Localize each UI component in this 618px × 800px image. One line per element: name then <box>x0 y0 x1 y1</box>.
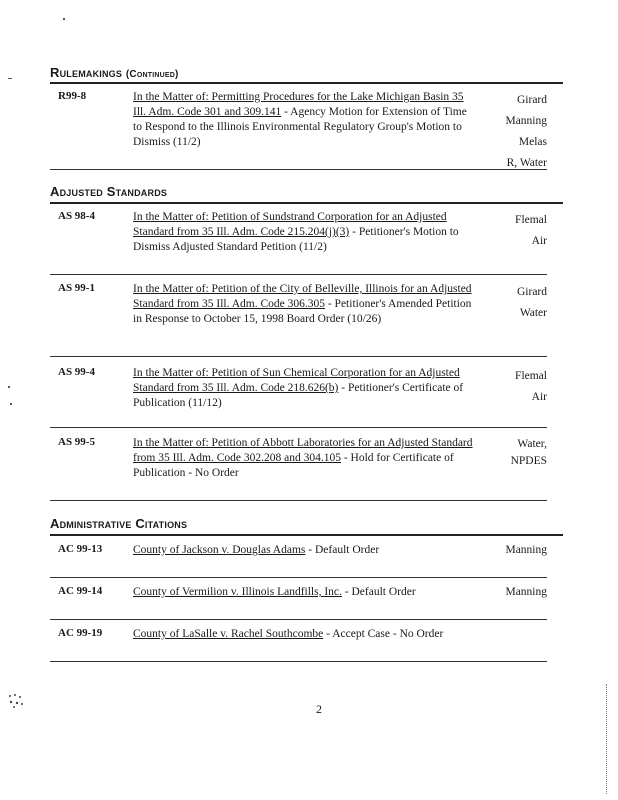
case-description <box>133 585 473 600</box>
case-number: AS 98-4 <box>58 210 95 222</box>
assignee: Manning <box>505 544 547 556</box>
case-description <box>133 210 473 255</box>
docket-entry <box>50 210 563 270</box>
assignee: Air <box>531 391 547 403</box>
case-action: - Default Order <box>341 586 416 598</box>
assignee: Girard <box>516 286 547 298</box>
assignment <box>467 210 547 252</box>
case-action: - Accept Case - No Order <box>323 628 444 640</box>
assignee: Melas <box>518 136 547 148</box>
entry-divider <box>50 274 547 275</box>
case-description <box>133 366 473 411</box>
case-title: County of Jackson v. Douglas Adams <box>133 544 306 556</box>
case-title: In the Matter of: Permitting Procedures for the Lake Michigan Basin 35 Ill. Adm. Code 301 and 309.141 <box>133 91 464 118</box>
entry-divider <box>50 577 547 578</box>
docket-entry <box>50 436 563 496</box>
page-number: 2 <box>316 702 322 716</box>
assignee: Flemal <box>515 214 547 226</box>
assignment <box>467 282 547 324</box>
entry-divider <box>50 169 547 170</box>
case-title: In the Matter of: Petition of Sun Chemical Corporation for an Adjusted Standard from 35 Ill. Adm. Code 218.626(b) <box>133 367 460 394</box>
scan-smudge-icon <box>6 692 26 710</box>
case-number: AS 99-4 <box>58 366 95 378</box>
case-description <box>133 436 473 481</box>
assignee: Manning <box>505 115 547 127</box>
docket-entry <box>50 585 563 609</box>
heading-suffix: (Continued) <box>125 69 179 80</box>
case-action: - Default Order <box>305 544 380 556</box>
entry-divider <box>50 427 547 428</box>
heading-text: Rulemakings <box>50 65 123 80</box>
heading-text: Administrative Citations <box>50 516 188 531</box>
case-action: - Petitioner's Certificate of Publication (11/12) <box>133 382 464 409</box>
case-description <box>133 282 473 327</box>
section-rule <box>50 202 563 204</box>
entry-divider <box>50 500 547 501</box>
assignee: Girard <box>516 94 547 106</box>
assignment <box>467 366 547 408</box>
case-action: - Hold for Certificate of Publication - No Order <box>133 452 454 479</box>
assignment <box>467 436 547 470</box>
assignment <box>467 543 547 558</box>
case-action: - Petitioner's Motion to Dismiss Adjusted Standard Petition (11/2) <box>133 226 459 253</box>
assignment <box>467 90 547 174</box>
heading-text: Adjusted Standards <box>50 184 168 199</box>
case-description <box>133 543 473 558</box>
case-number: AC 99-14 <box>58 585 103 597</box>
docket-entry <box>50 543 563 567</box>
case-number: AC 99-19 <box>58 627 103 639</box>
assignment <box>467 585 547 600</box>
entry-divider <box>50 619 547 620</box>
case-number: AC 99-13 <box>58 543 103 555</box>
section-rule <box>50 534 563 536</box>
docket-entry <box>50 90 563 170</box>
case-action: - Petitioner's Amended Petition in Response to October 15, 1998 Board Order (10/26) <box>133 298 472 325</box>
docket-entry <box>50 282 563 352</box>
assignee: Manning <box>505 586 547 598</box>
case-action: - Agency Motion for Extension of Time to Respond to the Illinois Environmental Regulatory Group's Motion to Dismiss (11/2) <box>133 106 467 148</box>
entry-divider <box>50 661 547 662</box>
assignee: Air <box>531 235 547 247</box>
case-title: In the Matter of: Petition of the City of Belleville, Illinois for an Adjusted Standard from 35 Ill. Adm. Code 306.305 <box>133 283 472 310</box>
assignee: R, Water <box>506 157 547 169</box>
case-number: AS 99-5 <box>58 436 95 448</box>
assignee: Water, <box>517 438 547 450</box>
assignee: NPDES <box>510 455 547 467</box>
entry-divider <box>50 356 547 357</box>
case-description <box>133 627 473 642</box>
scan-speck <box>8 386 10 388</box>
case-title: County of Vermilion v. Illinois Landfills, Inc. <box>133 586 342 598</box>
docket-entry <box>50 366 563 426</box>
case-number: R99-8 <box>58 90 87 102</box>
scan-speck <box>10 403 12 405</box>
case-description <box>133 90 473 150</box>
section-heading-administrative-citations <box>50 516 187 531</box>
case-number: AS 99-1 <box>58 282 95 294</box>
scan-edge-marks <box>606 684 609 794</box>
assignee: Flemal <box>515 370 547 382</box>
section-heading-adjusted-standards <box>50 184 167 199</box>
case-title: In the Matter of: Petition of Abbott Laboratories for an Adjusted Standard from 35 Ill. Adm. Code 302.208 and 304.105 <box>133 437 473 464</box>
docket-entry <box>50 627 563 651</box>
scan-speck <box>63 18 65 20</box>
scan-speck <box>8 78 12 79</box>
section-rule <box>50 82 563 84</box>
assignee: Water <box>519 307 547 319</box>
case-title: In the Matter of: Petition of Sundstrand Corporation for an Adjusted Standard from 35 Ill. Adm. Code 215.204(j)(3) <box>133 211 447 238</box>
section-heading-rulemakings <box>50 65 179 80</box>
case-title: County of LaSalle v. Rachel Southcombe <box>133 628 324 640</box>
